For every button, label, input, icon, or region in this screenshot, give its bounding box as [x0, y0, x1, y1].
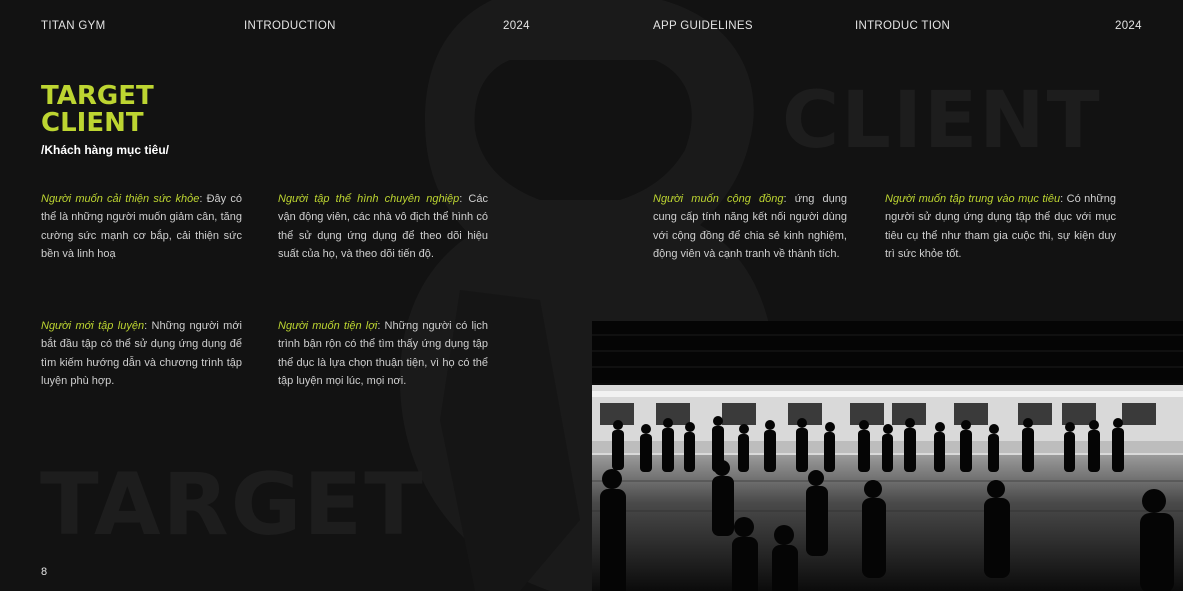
text-block-body: : Đây có thể là những người muốn giảm cân, tăng cường sức mạnh cơ bắp, cải thiện sức bền và linh hoạ [41, 193, 242, 260]
section-label-left: INTRODUCTION [244, 20, 336, 32]
page-number: 8 [41, 566, 48, 578]
brand-label: TITAN GYM [41, 20, 106, 32]
text-block-goal [885, 190, 1116, 263]
text-block-lead: Người muốn tiện lợi [278, 320, 378, 332]
year-label-right: 2024 [1115, 20, 1142, 32]
year-label-left: 2024 [503, 20, 530, 32]
title-line-1: TARGET [41, 81, 154, 111]
section-label-right: INTRODUC TION [855, 20, 951, 32]
background-word-client: CLIENT [782, 76, 1102, 166]
text-block-lead: Người muốn cộng đồng [653, 193, 784, 205]
text-block-convenience [278, 317, 488, 390]
text-block-pro-athlete [278, 190, 488, 263]
guidelines-label: APP GUIDELINES [653, 20, 753, 32]
text-block-body: : Có những người sử dụng ứng dụng tập thể dục với mục tiêu cụ thể như tham gia cuộc thi, sự kiện duy trì sức khỏe tốt. [885, 193, 1116, 260]
text-block-body: : Các vận động viên, các nhà vô địch thể hình có thể sử dụng ứng dụng để theo dõi hiệu suất của họ, và theo dõi tiến độ. [278, 193, 488, 260]
page-header [0, 20, 1183, 36]
train-station-photo [592, 321, 1183, 591]
text-block-lead: Người mới tập luyện [41, 320, 145, 332]
text-block-health [41, 190, 242, 263]
title-line-2: CLIENT [41, 108, 144, 138]
text-block-lead: Người muốn tập trung vào mục tiêu [885, 193, 1061, 205]
background-word-target: TARGET [40, 455, 425, 555]
text-block-body: : ứng dụng cung cấp tính năng kết nối người dùng với cộng đồng để chia sẻ kinh nghiệm, động viên và cạnh tranh về thành tích. [653, 193, 847, 260]
page-title [41, 83, 154, 137]
text-block-lead: Người muốn cải thiện sức khỏe [41, 193, 200, 205]
text-block-body: : Những người mới bắt đầu tập có thể sử dụng ứng dụng để tìm kiếm hướng dẫn và chương trình tập luyện phù hợp. [41, 320, 243, 387]
text-block-body: : Những người có lịch trình bận rộn có thể tìm thấy ứng dụng tập thể dục là lựa chọn thuận tiện, vì họ có thể tập luyện mọi lúc, mọi nơi. [278, 320, 488, 387]
text-block-beginner [41, 317, 242, 390]
text-block-lead: Người tập thể hình chuyên nghiệp [278, 193, 460, 205]
text-block-community [653, 190, 847, 263]
page-subtitle: /Khách hàng mục tiêu/ [41, 143, 170, 157]
